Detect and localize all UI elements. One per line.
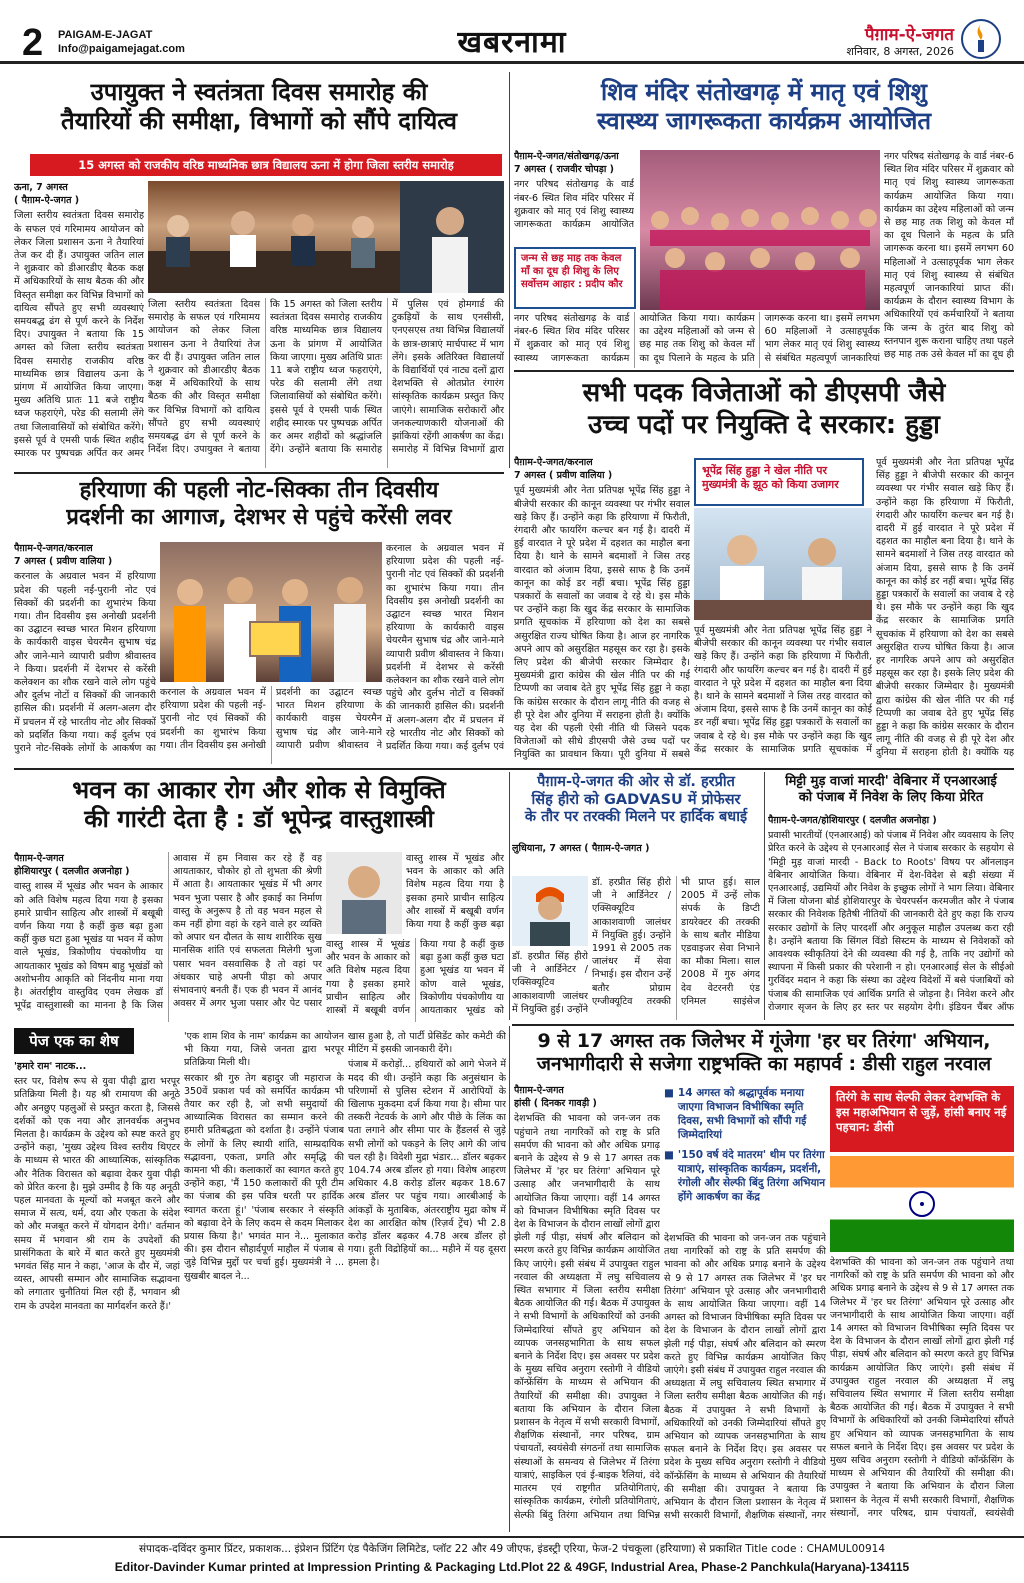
story5-body-side (406, 852, 504, 936)
story4-byline: 7 अगस्त ( प्रवीण वालिया ) (514, 470, 613, 482)
brand-block (58, 28, 185, 56)
story8-bullet-2-text: '150 वर्ष वंदे मातरम' थीम पर तिरंगा यात्राएं, सांस्कृतिक कार्यक्रम, प्रदर्शनी, रंगोली और सेल्फी बिंदु तिरंगा अभियान होंगे आकर्षण का केंद्र (677, 1149, 826, 1203)
officials-illustration (400, 181, 504, 293)
story1-dateline: ऊना, 7 अगस्त (14, 182, 68, 193)
story4-dateline: पैग़ाम-ऐ-जगत/करनाल (514, 457, 593, 468)
story2-body-intro (514, 150, 634, 244)
story5-body-right (326, 938, 504, 1022)
continued-body-2: सरकार श्री गुरु तेग बहादुर जी महाराज के 350वें प्रकाश पर्व को समर्पित कार्यक्रम भी तैयार कर रही है, जो सभी समुदायों की आध्यात्मिक विरासत का सम्मान करने की हमारी प्रतिबद्धता को दर्शाता है। उन्होंने पंजाब के लोगों के लिए स्थायी शांति, साम्प्रदायिक सद्भावना, एकता, प्रगति और समृद्धि की कामना भी की। कलाकारों का स्वागत करते हुए उन्होंने कहा, 'मैं 150 कलाकारों की पूरी टीम का पंजाब की इस पवित्र धरती पर हार्दिक स्वागत करता हूं।' 'पंजाब सरकार ने संस्कृति को बढ़ावा देने के लिए कदम से कदम मिलाकर प्रयास किया है।' भगवंत मान ने... मुलाकात की। इस दौरान सौहार्दपूर्ण माहौल में पंजाब से जुड़े विभिन्न मुद्दों पर चर्चा हुई। मुख्यमंत्री ने ... सुखबीर बादल ने... (184, 1072, 344, 1282)
section-title: खबरनामा (457, 25, 567, 60)
story1-subhead: 15 अगस्त को राजकीय वरिष्ठ माध्यमिक छात्र विद्यालय ऊना में होगा जिला स्तरीय समारोह (30, 154, 502, 176)
story3-exhibition-photo (160, 542, 382, 682)
story3-body-left (14, 542, 156, 764)
story4-headline (514, 378, 1014, 441)
page-number: 2 (22, 22, 44, 64)
brand-email[interactable]: Info@paigamejagat.com (58, 43, 185, 55)
story4-body-text-mid: पूर्व मुख्यमंत्री और नेता प्रतिपक्ष भूपेंद्र सिंह हुड्डा ने बीजेपी सरकार की कानून व्यवस्था पर गंभीर सवाल खड़े किए हैं। उन्होंने कहा कि हरियाणा में फिरौती, रंगदारी और फायरिंग कल्चर बन गई है। दादरी में हुई वारदात ने पूरे प्रदेश में दहशत का माहौल बना दिया है। थाने के सामने बदमाशों ने जिस तरह वारदात को अंजाम दिया, इससे साफ है कि उनमें कानून का कोई डर नहीं बचा। भूपेंद्र सिंह हुड्डा पत्रकारों के सवालों का जवाब दे रहे थे। इस मौके पर उन्होंने कहा कि खुद केंद्र सरकार के सामाजिक प्रगति सूचकांक में (694, 625, 872, 755)
story5-body-text: वास्तु शास्त्र में भूखंड और भवन के आकार को अति विशेष महत्व दिया गया है इसका हमारे प्राचीन साहित्य और शास्त्रों में बखूबी वर्णन किया गया है कहीं कुछ बढ़ा हुआ कहीं कुछ घटा हुआ भूखंड या भवन में कोण वाले भूखंड, त्रिकोणीय पंचकोणीय या आयताकार भूखंड को विषम बाहु भूखंडों को अशोभनीय आकृति को निंदनीय माना गया है। अंतर्राष्ट्रीय वास्तुविद एवम लेखक डॉ भूपेंद्र वास्तुशास्त्री का मानना है कि जिस आवास में हम निवास कर रहे हैं वह आयताकार, चौकोर हो तो शुभता की श्रेणी में आता है। आयताकार भूखंड में भी अगर भवन भुजा पसार है और इकाई का निर्माण वास्तु के अनुरूप है तो वह भवन महल से कम नहीं होगा वहां के रहने वाले हर व्यक्ति को अपार धन दौलत के साथ शारीरिक सुख मानसिक शांति एवं सफलता मिलेगी भुजा पसार भवन वसवासिक है तो वहां पर अंधकार चाहे अपनी पीड़ा को अपार संभावनाएं बनती हैं। एक ही भवन में आनंद अवसर में अगर भुजा पसार और पेट पसार (14, 853, 322, 1012)
story5-headline (14, 776, 504, 835)
story2-dateline: पैग़ाम-ऐ-जगत/संतोखगढ़/ऊना (514, 151, 619, 162)
story5-body-left (14, 852, 322, 1022)
story7-body (768, 814, 1014, 1020)
imprint-footer (0, 1536, 1024, 1583)
story4-press-photo (694, 508, 872, 620)
square-bullet-icon: ■ (664, 1149, 674, 1161)
story8-bullet-1 (664, 1086, 826, 1142)
column-divider (509, 72, 510, 468)
story2-body-bottom (514, 312, 880, 368)
imprint-line-hindi: संपादक-दविंदर कुमार प्रिंटर, प्रकाशक... इंप्रेशन प्रिंटिंग एंड पैकेजिंग लिमिटेड, प्लॉट 22 और 49 जीएफ, इंडस्ट्री एरिया, फेज-2 पंचकूला (हरियाणा) से प्रकाशित Title code : CHAMUL00914 (138, 1543, 886, 1555)
story6-body-right (592, 876, 760, 1020)
story8-body-text: देशभक्ति की भावना को जन-जन तक पहुंचाने तथा नागरिकों को राष्ट्र के प्रति समर्पण की भावना को और अधिक प्रगाढ़ बनाने के उद्देश्य से 9 से 17 अगस्त तक जिलेभर में 'हर घर तिरंगा' अभियान पूरे उत्साह और जनभागीदारी के साथ आयोजित किया जाएगा। वहीं 14 अगस्त को विभाजन विभीषिका स्मृति दिवस पर देश के विभाजन के दौरान लाखों लोगों द्वारा झेली गई पीड़ा, संघर्ष और बलिदान को स्मरण करते हुए विभिन्न कार्यक्रम आयोजित किए जाएंगे। इसी संबंध में उपायुक्त राहुल नरवाल की अध्यक्षता में लघु सचिवालय स्थित सभागार में जिला स्तरीय समीक्षा बैठक आयोजित की गई। बैठक में उपायुक्त ने सभी विभागों के अधिकारियों को उनकी जिम्मेदारियां सौंपते हुए अभियान को व्यापक जनसहभागिता के साथ सफल बनाने के निर्देश दिए। इस अवसर पर प्रदेश के मुख्य सचिव अनुराग रस्तोगी ने वीडियो कॉन्फ्रेंसिंग के माध्यम से अभियान की तैयारियों की समीक्षा की। उपायुक्त ने बताया कि अभियान के दौरान जिला प्रशासन के नेतृत्व में सभी सरकारी विभागों, शैक्षणिक संस्थानों, नगर परिषद, ग्राम पंचायतों, स्वयंसेवी संगठनों तथा सामाजिक संस्थाओं के समन्वय से जिलेभर में तिरंगा यात्राएं, साइकिल एवं ई-बाइक रैलियां, वंदे मातरम एवं राष्ट्रगीत प्रतियोगिताएं, सांस्कृतिक कार्यक्रम, रंगोली प्रतियोगिताएं, सेल्फी बिंदु तिरंगा अभियान तथा विभिन्न (514, 1113, 660, 1521)
story2-body-text-right: नगर परिषद संतोखगढ़ के वार्ड नंबर-6 स्थित शिव मंदिर परिसर में शुक्रवार को मातृ एवं शिशु स्वास्थ्य जागरूकता कार्यक्रम आयोजित किया गया। कार्यक्रम का उद्देश्य महिलाओं को जन्म से छह माह तक शिशु को केवल माँ का दूध पिलाने के महत्व के प्रति जागरूक करना था। इसमें लगभग 60 महिलाओं ने उत्साहपूर्वक भाग लेकर मातृ एवं शिशु स्वास्थ्य से संबंधित महत्वपूर्ण जानकारियां प्राप्त कीं। कार्यक्रम के दौरान स्वास्थ्य विभाग के अधिकारियों एवं कर्मचारियों ने बताया कि जन्म के तुरंत बाद शिशु को स्तनपान शुरू कराना चाहिए तथा पहले छह माह तक उसे केवल माँ का दूध ही (884, 151, 1014, 361)
story4-body-text: पूर्व मुख्यमंत्री और नेता प्रतिपक्ष भूपेंद्र सिंह हुड्डा ने बीजेपी सरकार की कानून व्यवस्था पर गंभीर सवाल खड़े किए हैं। उन्होंने कहा कि हरियाणा में फिरौती, रंगदारी और फायरिंग कल्चर बन गई है। दादरी में हुई वारदात ने पूरे प्रदेश में दहशत का माहौल बना दिया है। थाने के सामने बदमाशों ने जिस तरह वारदात को अंजाम दिया, इससे साफ है कि उनमें कानून का कोई डर नहीं बचा। भूपेंद्र सिंह हुड्डा पत्रकारों के सवालों का जवाब दे रहे थे। इस मौके पर उन्होंने कहा कि खुद केंद्र सरकार के सामाजिक प्रगति सूचकांक में हरियाणा को देश का सबसे असुरक्षित राज्य घोषित किया है। आज हर नागरिक अपने आप को असुरक्षित महसूस कर रहा है। इसके लिए प्रदेश की बीजेपी सरकार जिम्मेदार है। मुख्यमंत्री द्वारा कांग्रेस की खेल नीति पर की गई टिप्पणी का जवाब देते हुए भूपेंद्र सिंह हुड्डा ने कहा कि कांग्रेस सरकार के दौरान लागू नीति की वजह से ही पूरे देश और दुनिया में सराहना होती है। क्योंकि यह देश की पहली ऐसी नीति थी जिसने पदक विजेताओं को सीधे डीएसपी जैसे उच्च पदों पर नियुक्ति का प्रावधान किया। पूरी दुनिया में सबसे (514, 485, 690, 761)
story-divider (14, 472, 504, 474)
story1-second-photo (400, 181, 504, 293)
exhibition-illustration (160, 542, 382, 682)
meeting-illustration (148, 181, 400, 293)
continued-body-1: स्तर पर, विशेष रूप से युवा पीढ़ी द्वारा भरपूर प्रतिक्रिया मिली है। यह श्री रामायण की अनूठे और अनछुए पहलुओं से प्रस्तुत करता है, जिससे दर्शकों को एक नया और ज्ञानवर्धक अनुभव मिलता है। कार्यक्रम के उद्देश्य को स्पष्ट करते हुए उन्होंने कहा, 'मुख्य उद्देश्य विश्व स्तरीय थिएटर के माध्यम से भारत की आध्यात्मिक, सांस्कृतिक और नैतिक विरासत को बढ़ावा देकर युवा पीढ़ी को प्रेरित करना है। मुझे उम्मीद है कि यह अनूठी पहल मानवता के मूल्यों को मजबूत करने और समाज में सत्य, धर्म, दया और एकता के संदेश को और मजबूत करने में योगदान देगी।' वर्तमान समय में भगवान श्री राम के उपदेशों की प्रासंगिकता के बारे में बात करते हुए मुख्यमंत्री भगवंत सिंह मान ने कहा, 'आज के दौर में, जहां व्यस्त, आपसी सम्मान और सामाजिक सद्भावना को लगातार चुनौतियां मिल रही हैं, भगवान श्री राम के उपदेश मानवता का मार्गदर्शन करते हैं।' (14, 1076, 180, 1312)
story6-portrait (512, 876, 588, 946)
story7-headline (768, 774, 1014, 806)
story8-dateline: पैग़ाम-ऐ-जगत (514, 1085, 564, 1096)
story8-body-text-mid: देशभक्ति की भावना को जन-जन तक पहुंचाने तथा नागरिकों को राष्ट्र के प्रति समर्पण की भावना को और अधिक प्रगाढ़ बनाने के उद्देश्य से 9 से 17 अगस्त तक जिलेभर में 'हर घर तिरंगा' अभियान पूरे उत्साह और जनभागीदारी के साथ आयोजित किया जाएगा। वहीं 14 अगस्त को विभाजन विभीषिका स्मृति दिवस पर देश के विभाजन के दौरान लाखों लोगों द्वारा झेली गई पीड़ा, संघर्ष और बलिदान को स्मरण करते हुए विभिन्न कार्यक्रम आयोजित किए जाएंगे। इसी संबंध में उपायुक्त राहुल नरवाल की अध्यक्षता में लघु सचिवालय स्थित सभागार में जिला स्तरीय समीक्षा बैठक आयोजित की गई। बैठक में उपायुक्त ने सभी विभागों के अधिकारियों को उनकी जिम्मेदारियां सौंपते हुए अभियान को व्यापक जनसहभागिता के साथ सफल बनाने के निर्देश दिए। इस अवसर पर प्रदेश के मुख्य सचिव अनुराग रस्तोगी ने वीडियो कॉन्फ्रेंसिंग के माध्यम से अभियान की तैयारियों की समीक्षा की। उपायुक्त ने बताया कि अभियान के दौरान जिला प्रशासन के नेतृत्व में सभी सरकारी विभागों, शैक्षणिक संस्थानों, नगर (664, 1233, 826, 1522)
story5-headline-line1: भवन का आकार रोग और शोक से विमुक्ति (72, 776, 446, 804)
story6-headline-line3: के तौर पर तरक्की मिलने पर हार्दिक बधाई (524, 809, 748, 826)
story8-headline-line1: 9 से 17 अगस्त तक जिलेभर में गूंजेगा 'हर घर तिरंगा' अभियान, (537, 1030, 991, 1052)
story8-body-text-right: देशभक्ति की भावना को जन-जन तक पहुंचाने तथा नागरिकों को राष्ट्र के प्रति समर्पण की भावना को और अधिक प्रगाढ़ बनाने के उद्देश्य से 9 से 17 अगस्त तक जिलेभर में 'हर घर तिरंगा' अभियान पूरे उत्साह और जनभागीदारी के साथ आयोजित किया जाएगा। वहीं 14 अगस्त को विभाजन विभीषिका स्मृति दिवस पर देश के विभाजन के दौरान लाखों लोगों द्वारा झेली गई पीड़ा, संघर्ष और बलिदान को स्मरण करते हुए विभिन्न कार्यक्रम आयोजित किए जाएंगे। इसी संबंध में उपायुक्त राहुल नरवाल की अध्यक्षता में लघु सचिवालय स्थित सभागार में जिला स्तरीय समीक्षा बैठक आयोजित की गई। बैठक में उपायुक्त ने सभी विभागों के अधिकारियों को उनकी जिम्मेदारियां सौंपते हुए अभियान को व्यापक जनसहभागिता के साथ सफल बनाने के निर्देश दिए। इस अवसर पर प्रदेश के मुख्य सचिव अनुराग रस्तोगी ने वीडियो कॉन्फ्रेंसिंग के माध्यम से अभियान की तैयारियों की समीक्षा की। उपायुक्त ने बताया कि अभियान के दौरान जिला प्रशासन के नेतृत्व में सभी सरकारी विभागों, शैक्षणिक संस्थानों, नगर परिषद, ग्राम पंचायतों, स्वयंसेवी (830, 1257, 1014, 1519)
continued-heading: पेज एक का शेष (14, 1028, 134, 1054)
story6-body-text: डॉ. हरप्रीत सिंह हीरो जी ने आर्डिनेटर / एक्सिक्यूटिव आकाशवाणी जालंधर में नियुक्ति हुई। उन्होंने 1991 से 2005 तक जालंधर में सेवा निभाई। इस दौरान उन्हें बतौर प्रोग्राम एग्जीक्यूटिव तरक्की भी प्राप्त हुई। साल 2005 में उन्हें लोक संपर्क के डिप्टी डायरेक्टर की तरक्की के साथ बतौर मीडिया एडवाइजर सेवा निभाने का मौका मिला। साल 2008 में गुरु अंगद देव वेटरनरी एंड एनिमल साइंसेज (592, 877, 760, 1007)
ashoka-chakra-icon (830, 1156, 1014, 1252)
story1-headline-line2: तैयारियों की समीक्षा, विभागों को सौंपे दायित्व (61, 107, 457, 136)
paper-name: पैग़ाम-ऐ-जगत (864, 25, 954, 45)
story1-body-left (14, 181, 144, 467)
story2-headline-line2: स्वास्थ्य जागरूकता कार्यक्रम आयोजित (596, 107, 932, 136)
story2-pullquote: जन्म से छह माह तक केवल माँ का दूध ही शिशु के लिए सर्वोत्तम आहार : प्रदीप कौर (514, 247, 636, 309)
story3-headline-line2: प्रदर्शनी का आगाज, देशभर से पहुंचे करेंसी लवर (66, 504, 452, 530)
story2-body-text-bottom: नगर परिषद संतोखगढ़ के वार्ड नंबर-6 स्थित शिव मंदिर परिसर में शुक्रवार को मातृ एवं शिशु स्वास्थ्य जागरूकता कार्यक्रम आयोजित किया गया। कार्यक्रम का उद्देश्य महिलाओं को जन्म से छह माह तक शिशु को केवल माँ का दूध पिलाने के महत्व के प्रति जागरूक करना था। इसमें लगभग 60 महिलाओं ने उत्साहपूर्वक भाग लेकर मातृ एवं शिशु स्वास्थ्य से संबंधित महत्वपूर्ण जानकारियां (514, 313, 880, 364)
portrait-illustration (512, 876, 588, 946)
issue-date: शनिवार, 8 अगस्त, 2026 (846, 45, 954, 58)
story5-portrait (326, 852, 402, 934)
story3-dateline: पैग़ाम-ऐ-जगत/करनाल (14, 543, 93, 554)
story3-headline (14, 478, 504, 532)
torch-logo-icon (960, 18, 1002, 60)
story-divider (514, 370, 1014, 372)
story3-body-text: करनाल के अग्रवाल भवन में हरियाणा प्रदेश की पहली नई-पुरानी नोट एवं सिक्कों की प्रदर्शनी का शुभारंभ किया गया। तीन दिवसीय इस अनोखी प्रदर्शनी का उद्घाटन स्वच्छ भारत मिशन हरियाणा के कार्यकारी वाइस चेयरमैन सुभाष चंद्र और जाने-माने व्यापारी प्रवीण श्रीवास्तव ने किया। प्रदर्शनी में देशभर से करेंसी कलेक्शन का शौक रखने वाले लोग पहुंचे और दुर्लभ नोटों व सिक्कों की जानकारी हासिल की। प्रदर्शनी में अलग-अलग दौर में प्रचलन में रहे भारतीय नोट और सिक्कों को प्रदर्शित किया गया। कई दुर्लभ एवं पुराने नोट-सिक्के लोगों के आकर्षण का (14, 571, 156, 755)
square-bullet-icon: ■ (664, 1087, 674, 1099)
masthead (0, 0, 1024, 64)
story4-pullquote: भूपेंद्र सिंह हुड्डा ने खेल नीति पर मुख्यमंत्री के झूठ को किया उजागर (694, 458, 864, 506)
story8-red-box: तिरंगे के साथ सेल्फी लेकर देशभक्ति के इस महाअभियान से जुड़ें, हांसी बनाए नई पहचान: डीसी (830, 1086, 1014, 1152)
story7-body-text: प्रवासी भारतीयों (एनआरआई) को पंजाब में निवेश और व्यवसाय के लिए प्रेरित करने के उद्देश्य से एनआरआई सेल ने पंजाब सरकार के सहयोग से 'मिट्टी मुड़ वाजां मारदी - Back to Roots' विषय पर ऑनलाइन वेबिनार आयोजित किया। वेबिनार में देश-विदेश से बड़ी संख्या में एनआरआई, उद्यमियों और निवेश के इच्छुक लोगों ने भाग लिया। वेबिनार में जिला योजना बोर्ड होशियारपुर के चेयरपर्सन करमजीत कौर ने पंजाब सरकार की निवेशक हितैषी नीतियों की जानकारी देते हुए कहा कि राज्य सरकार उद्योगों के लिए पारदर्शी और अनुकूल माहौल उपलब्ध करा रही है। उन्होंने बताया कि सिंगल विंडो सिस्टम के माध्यम से निवेशकों को आवश्यक स्वीकृतियां देने की व्यवस्था की गई है, ताकि नए उद्योगों को स्थापना में किसी प्रकार की परेशानी न हो। एनआरआई सेल के सीईओ गुरविंदर मदान ने कहा कि संस्था का उद्देश्य विदेशों में बसे पंजाबियों को पंजाब की सामाजिक एवं आर्थिक प्रगति से जोड़ना है। निवेश करने और रोजगार सृजन के लिए हर स्तर पर सहयोग देगी। इंडियन चैंबर ऑफ (768, 830, 1014, 1013)
story4-body-mid (694, 624, 872, 764)
continued-col3 (348, 1030, 506, 1530)
story5-byline: होशियारपुर ( दलजीत अजनोहा ) (14, 866, 130, 878)
continued-subhead-1: 'हमारे राम' नाटक... (14, 1061, 87, 1072)
story8-highlights (664, 1086, 826, 1226)
story4-headline-line1: सभी पदक विजेताओं को डीएसपी जैसे (582, 378, 946, 408)
story2-headline (514, 78, 1014, 137)
continued-col1 (14, 1060, 180, 1530)
story2-headline-line1: शिव मंदिर संतोखगढ़ में मातृ एवं शिशु (601, 78, 927, 106)
continued-body-3: पंजाब में करोड़ों... हथियारों को आगे भेजने में मदद की थी। उन्होंने कहा कि अनुसंधान के परिणामों से पुलिस स्टेशन में आरोपियों के खिलाफ मुकदमा दर्ज किया गया है। सीमा पार तस्करी नेटवर्क के आगे और पीछे के लिंक का पता लगाने और सीमा पार के हैंडलर्स से जुड़े सभी लोगों को पकड़ने के लिए आगे की जांच चल रही है। विदेशी मुद्रा भंडार... डॉलर बढ़कर 104.74 अरब डॉलर हो गया। विशेष आहरण अधिकार 4.8 करोड़ डॉलर बढ़कर 18.67 अरब डॉलर पर पहुंच गया। आरबीआई के आंकड़ों के मुताबिक, अंतरराष्ट्रीय मुद्रा कोष में देश का आरक्षित कोष (रिज़र्व ट्रेंच) भी 2.8 करोड़ डॉलर बढ़कर 4.78 अरब डॉलर हो गया। हूती विद्रोहियों का... महीने में यह दूसरा हमला है। (348, 1059, 506, 1269)
story2-body-text: नगर परिषद संतोखगढ़ के वार्ड नंबर-6 स्थित शिव मंदिर परिसर में शुक्रवार को मातृ एवं शिशु स्वास्थ्य जागरूकता कार्यक्रम आयोजित (514, 179, 634, 231)
imprint-line-english: Editor-Davinder Kumar printed at Impression Printing & Packaging Ltd.Plot 22 & 49GF, Industrial Area, Phase-2 Panchkula(Haryana)-134115 (114, 1560, 910, 1574)
press-conference-illustration (694, 508, 872, 620)
story8-headline-line2: जनभागीदारी से सजेगा राष्ट्रभक्ति का महापर्व : डीसी राहुल नरवाल (536, 1053, 992, 1076)
story6-body-text-left: डॉ. हरप्रीत सिंह हीरो जी ने आर्डिनेटर / एक्सिक्यूटिव आकाशवाणी जालंधर में नियुक्ति हुई। उन्होंने (512, 951, 588, 1015)
story6-headline (512, 774, 760, 827)
story1-body-text-cont: जिला स्तरीय स्वतंत्रता दिवस समारोह के सफल एवं गरिमामय आयोजन को लेकर जिला प्रशासन ऊना ने तैयारियां तेज कर दी हैं। उपायुक्त जतिन लाल ने शुक्रवार को डीआरडीए बैठक कक्ष में अधिकारियों के साथ बैठक की और विस्तृत समीक्षा कर विभिन्न विभागों को दायित्व सौंपते हुए सभी व्यवस्थाएं समयबद्ध ढंग से पूर्ण करने के निर्देश दिए। उपायुक्त ने बताया कि 15 अगस्त को जिला स्तरीय स्वतंत्रता दिवस समारोह राजकीय वरिष्ठ माध्यमिक छात्र विद्यालय ऊना के प्रांगण में आयोजित किया जाएगा। मुख्य अतिथि प्रातः 11 बजे राष्ट्रीय ध्वज फहराएंगे, परेड की सलामी लेंगे तथा जिलावासियों को संबोधित करेंगे। इससे पूर्व वे एमसी पार्क स्थित शहीद स्मारक पर पुष्पचक्र अर्पित कर अमर शहीदों को श्रद्धांजलि देंगे। उन्होंने बताया कि समारोह में पुलिस एवं होमगार्ड की टुकड़ियों के साथ एनसीसी, एनएसएस तथा विभिन्न विद्यालयों के छात्र-छात्राएं मार्चपास्ट में भाग लेंगे। इसके अतिरिक्त विद्यालयों के विद्यार्थियों एवं नाट्य दलों द्वारा देशभक्ति से ओतप्रोत रंगारंग सांस्कृतिक कार्यक्रम प्रस्तुत किए जाएंगे। सामाजिक सरोकारों और जनकल्याणकारी योजनाओं की झांकियां रहेंगी आकर्षण का केंद्र। समारोह में विभिन्न विभागों द्वारा (148, 299, 504, 456)
story4-headline-line2: उच्च पदों पर नियुक्ति दे सरकार: हुड्डा (588, 409, 940, 440)
story6-dateline: लुधियाना, 7 अगस्त ( पैग़ाम-ऐ-जगत ) (512, 843, 650, 854)
continued-col2 (184, 1030, 344, 1530)
brand-name: PAIGAM-E-JAGAT (58, 29, 153, 41)
story3-body-mid (160, 686, 382, 764)
story7-headline-line1: मिट्टी मुड़ वाजां मारदी' वेबिनार में एनआरआई (785, 774, 997, 789)
story5-dateline: पैग़ाम-ऐ-जगत (14, 853, 64, 864)
story8-headline (514, 1030, 1014, 1076)
story8-body-left (514, 1084, 660, 1530)
story7-headline-line2: को पंजाब में निवेश के लिए किया प्रेरित (798, 789, 984, 805)
story1-headline-line1: उपायुक्त ने स्वतंत्रता दिवस समारोह की (90, 78, 428, 106)
story6-dateline-block (512, 842, 760, 876)
column-divider (509, 1026, 510, 1532)
story8-body-mid (664, 1232, 826, 1530)
story4-body-left (514, 456, 690, 764)
story4-body-text-right: पूर्व मुख्यमंत्री और नेता प्रतिपक्ष भूपेंद्र सिंह हुड्डा ने बीजेपी सरकार की कानून व्यवस्था पर गंभीर सवाल खड़े किए हैं। उन्होंने कहा कि हरियाणा में फिरौती, रंगदारी और फायरिंग कल्चर बन गई है। दादरी में हुई वारदात ने पूरे प्रदेश में दहशत का माहौल बना दिया है। थाने के सामने बदमाशों ने जिस तरह वारदात को अंजाम दिया, इससे साफ है कि उनमें कानून का कोई डर नहीं बचा। भूपेंद्र सिंह हुड्डा पत्रकारों के सवालों का जवाब दे रहे थे। इस मौके पर उन्होंने कहा कि खुद केंद्र सरकार के सामाजिक प्रगति सूचकांक में हरियाणा को देश का सबसे असुरक्षित राज्य घोषित किया है। आज हर नागरिक अपने आप को असुरक्षित महसूस कर रहा है। इसके लिए प्रदेश की बीजेपी सरकार जिम्मेदार है। मुख्यमंत्री द्वारा कांग्रेस की खेल नीति पर की गई टिप्पणी का जवाब देते हुए भूपेंद्र सिंह हुड्डा ने कहा कि कांग्रेस सरकार के दौरान लागू नीति की वजह से ही पूरे देश और दुनिया में सराहना होती है। क्योंकि यह (876, 457, 1014, 759)
story6-headline-line1: पैग़ाम-ऐ-जगत की ओर से डॉ. हरप्रीत (537, 774, 735, 790)
story3-body-text-right: करनाल के अग्रवाल भवन में हरियाणा प्रदेश की पहली नई-पुरानी नोट एवं सिक्कों की प्रदर्शनी का शुभारंभ किया गया। तीन दिवसीय इस अनोखी प्रदर्शनी का उद्घाटन स्वच्छ भारत मिशन हरियाणा के कार्यकारी वाइस चेयरमैन सुभाष चंद्र और जाने-माने व्यापारी प्रवीण श्रीवास्तव ने किया। प्रदर्शनी में देशभर से करेंसी कलेक्शन का शौक रखने वाले लोग पहुंचे और दुर्लभ नोटों व सिक्कों की जानकारी हासिल की। प्रदर्शनी में अलग-अलग दौर में प्रचलन में रहे भारतीय नोट और सिक्कों को प्रदर्शित किया गया। कई दुर्लभ एवं (386, 543, 504, 753)
story8-byline: हांसी ( दिनकर गावड़ी ) (514, 1098, 597, 1110)
story3-body-right (386, 542, 504, 764)
story8-bullet-2 (664, 1148, 826, 1204)
story8-body-right (830, 1256, 1014, 1530)
story3-headline-line1: हरियाणा की पहली नोट-सिक्का तीन दिवसीय (79, 478, 439, 503)
column-divider (764, 772, 765, 1020)
story8-bullet-1-text: 14 अगस्त को श्रद्धापूर्वक मनाया जाएगा विभाजन विभीषिका स्मृति दिवस, सभी विभागों को सौंपी गईं जिम्मेदारियां (677, 1087, 807, 1141)
story1-body-text: जिला स्तरीय स्वतंत्रता दिवस समारोह के सफल एवं गरिमामय आयोजन को लेकर जिला प्रशासन ऊना ने तैयारियां तेज कर दी हैं। उपायुक्त जतिन लाल ने शुक्रवार को डीआरडीए बैठक कक्ष में अधिकारियों के साथ बैठक की और विस्तृत समीक्षा कर विभिन्न विभागों को दायित्व सौंपते हुए सभी व्यवस्थाएं समयबद्ध ढंग से पूर्ण करने के निर्देश दिए। उपायुक्त ने बताया कि 15 अगस्त को जिला स्तरीय स्वतंत्रता दिवस समारोह राजकीय वरिष्ठ माध्यमिक छात्र विद्यालय ऊना के प्रांगण में आयोजित किया जाएगा। मुख्य अतिथि प्रातः 11 बजे राष्ट्रीय ध्वज फहराएंगे, परेड की सलामी लेंगे तथा जिलावासियों को संबोधित करेंगे। इससे पूर्व वे एमसी पार्क स्थित शहीद स्मारक पर पुष्पचक्र अर्पित कर अमर (14, 210, 144, 460)
story2-body-right (884, 150, 1014, 362)
story6-headline-line2: सिंह हीरो को GADVASU में प्रोफेसर (531, 791, 741, 808)
story3-byline: 7 अगस्त ( प्रवीण वालिया ) (14, 556, 113, 568)
story3-body-text-mid: करनाल के अग्रवाल भवन में हरियाणा प्रदेश की पहली नई-पुरानी नोट एवं सिक्कों की प्रदर्शनी का शुभारंभ किया गया। तीन दिवसीय इस अनोखी प्रदर्शनी का उद्घाटन स्वच्छ भारत मिशन हरियाणा के कार्यकारी वाइस चेयरमैन सुभाष चंद्र और जाने-माने व्यापारी प्रवीण श्रीवास्तव ने (160, 687, 382, 751)
gathering-illustration (640, 150, 880, 310)
story2-women-photo (640, 150, 880, 310)
section-divider (512, 1024, 1014, 1026)
story2-byline: 7 अगस्त ( राजवीर चोपड़ा ) (514, 164, 615, 176)
story1-headline (14, 78, 504, 137)
story7-dateline: पैग़ाम-ऐ-जगत/होशियारपुर ( दलजीत अजनोहा ) (768, 815, 937, 826)
portrait-illustration (326, 852, 402, 934)
story1-byline: ( पैग़ाम-ऐ-जगत ) (14, 195, 80, 207)
continued-subhead-3: खास हुआ है, तो पार्टी प्रेसिडेंट कोर कमेटी की मीटिंग में इसकी जानकारी देंगे। (348, 1031, 506, 1056)
story8-tricolor-photo (830, 1156, 1014, 1252)
story1-body-right (148, 298, 504, 468)
column-divider (509, 772, 510, 1020)
story1-meeting-photo (148, 181, 400, 293)
story5-body-text-side: वास्तु शास्त्र में भूखंड और भवन के आकार को अति विशेष महत्व दिया गया है इसका हमारे प्राचीन साहित्य और शास्त्रों में बखूबी वर्णन किया गया है कहीं कुछ बढ़ा (406, 853, 504, 931)
story4-body-right (876, 456, 1014, 764)
continued-subhead-2: 'एक शाम शिव के नाम' कार्यक्रम का आयोजन भी किया गया, जिसे जनता द्वारा भरपूर प्रतिक्रिया मिली थी। (184, 1031, 344, 1069)
story5-body-text-right: वास्तु शास्त्र में भूखंड और भवन के आकार को अति विशेष महत्व दिया गया है इसका हमारे प्राचीन साहित्य और शास्त्रों में बखूबी वर्णन किया गया है कहीं कुछ बढ़ा हुआ कहीं कुछ घटा हुआ भूखंड या भवन में कोण वाले भूखंड, त्रिकोणीय पंचकोणीय या आयताकार भूखंड को (326, 939, 504, 1017)
story5-headline-line2: की गारंटी देता है : डॉ भूपेन्द्र वास्तुशास्त्री (84, 805, 434, 834)
section-divider (14, 768, 1014, 770)
story6-body-left (512, 950, 588, 1020)
